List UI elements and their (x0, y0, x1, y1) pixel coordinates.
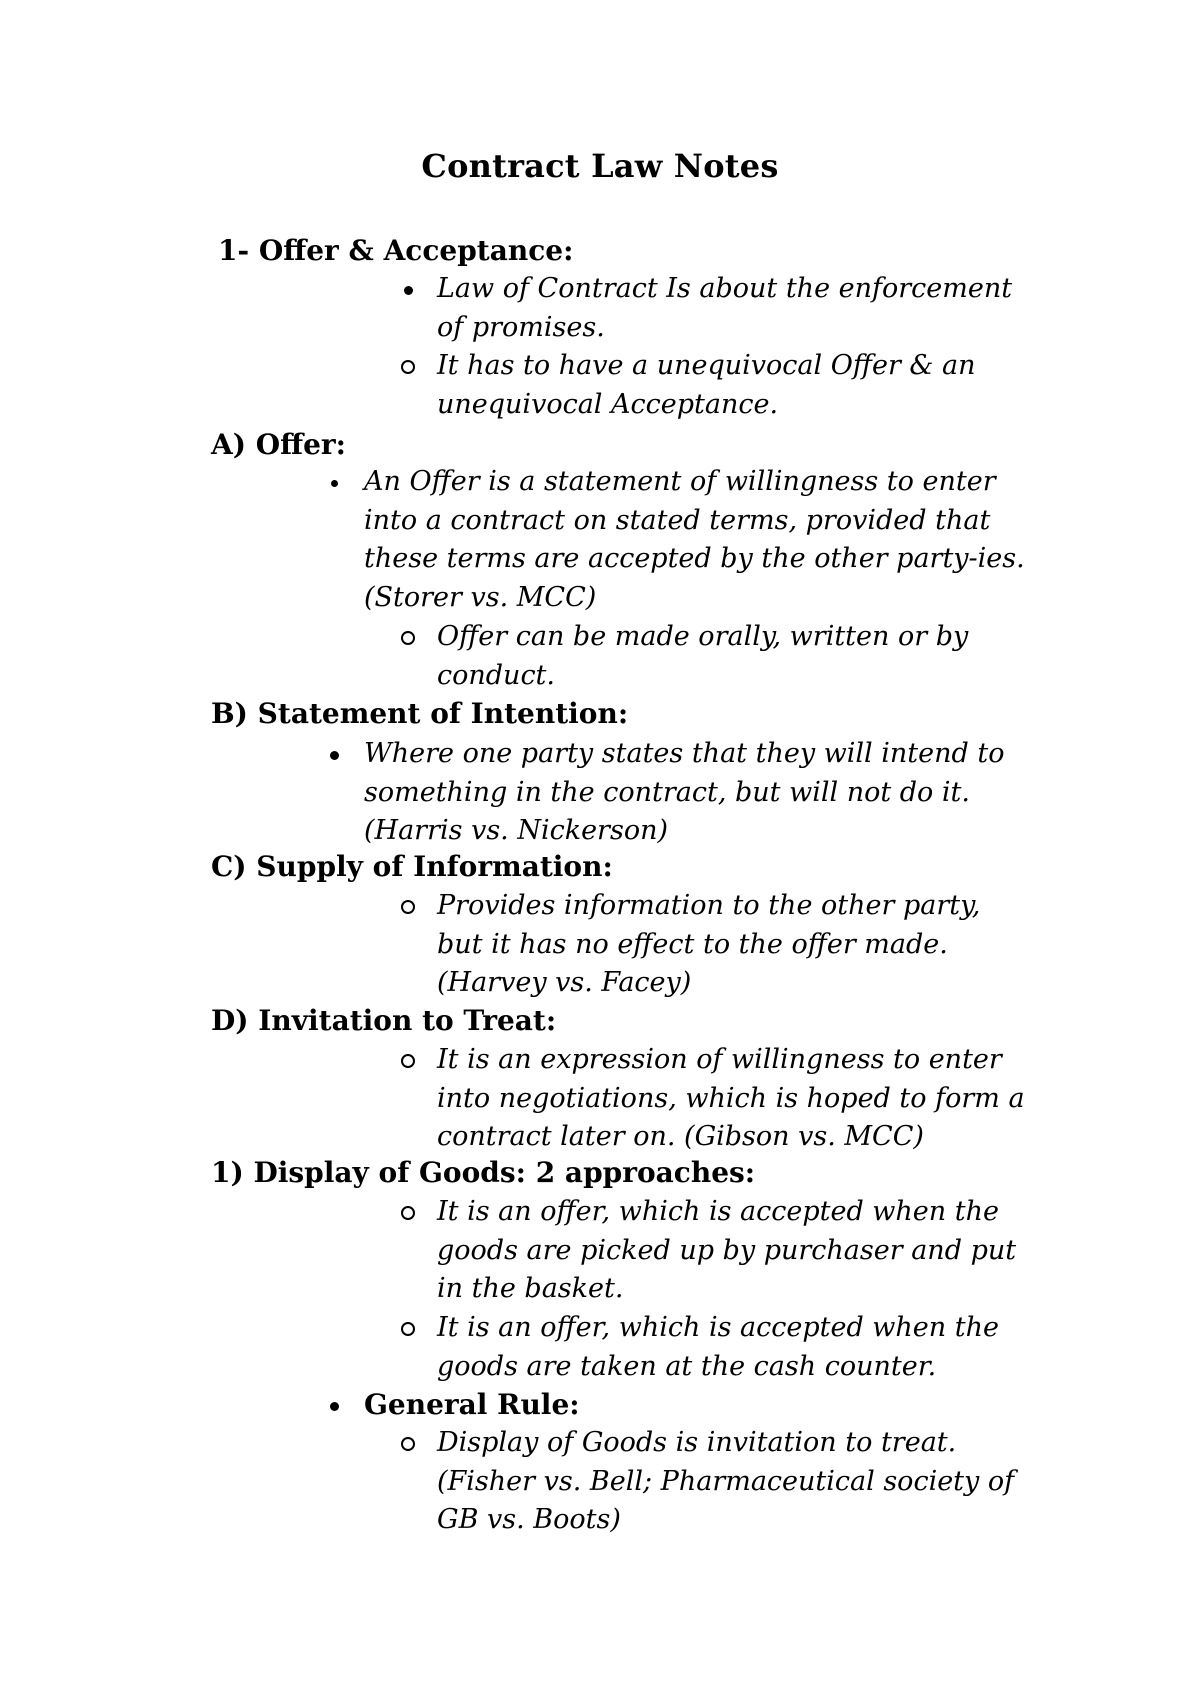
section-heading-statement-of-intention: B) Statement of Intention: (211, 697, 629, 730)
bullet-circle (398, 347, 418, 385)
list-item: Law of Contract Is about the enforcement of promises. (437, 273, 1013, 343)
bullet-circle (398, 1424, 418, 1462)
section-heading-offer: A) Offer: (211, 428, 346, 461)
bullet-circle (398, 887, 418, 925)
bullet-circle (398, 1309, 418, 1347)
list-item: Where one party states that they will intend to something in the contract, but will not do it. (Harris vs. Nickerson) (364, 738, 1005, 846)
list-item: It is an expression of willingness to enter into negotiations, which is hoped to form a contract later on. (Gibson vs. MCC) (437, 1044, 1025, 1152)
bullet-disc (324, 735, 344, 773)
list-item: It is an offer, which is accepted when the goods are picked up by purchaser and put in the basket. (437, 1196, 1017, 1304)
bullet-disc (398, 270, 418, 308)
list-item: It has to have a unequivocal Offer & an unequivocal Acceptance. (437, 350, 976, 420)
bullet-disc (324, 1386, 344, 1424)
section-heading-invitation-to-treat: D) Invitation to Treat: (211, 1004, 557, 1037)
list-item: It is an offer, which is accepted when the goods are taken at the cash counter. (437, 1312, 999, 1382)
section-heading-offer-acceptance: 1- Offer & Acceptance: (218, 234, 574, 267)
list-item: Display of Goods is invitation to treat. (Fisher vs. Bell; Pharmaceutical society of GB vs. Boots) (437, 1427, 1015, 1535)
list-item: Provides information to the other party, but it has no effect to the offer made. (Harvey vs. Facey) (437, 890, 981, 998)
bullet-circle (398, 1041, 418, 1079)
list-item: Offer can be made orally, written or by conduct. (437, 621, 969, 691)
general-rule-label: General Rule: (364, 1388, 580, 1421)
bullet-dot (324, 463, 344, 501)
section-heading-display-of-goods: 1) Display of Goods: 2 approaches: (211, 1156, 756, 1189)
document-title: Contract Law Notes (421, 147, 779, 185)
list-item: An Offer is a statement of willingness to enter into a contract on stated terms, provided that these terms are accepted by the other party-ies. (Storer vs. MCC) (364, 466, 1025, 613)
bullet-circle (398, 618, 418, 656)
bullet-circle (398, 1193, 418, 1231)
section-heading-supply-of-information: C) Supply of Information: (211, 850, 613, 883)
